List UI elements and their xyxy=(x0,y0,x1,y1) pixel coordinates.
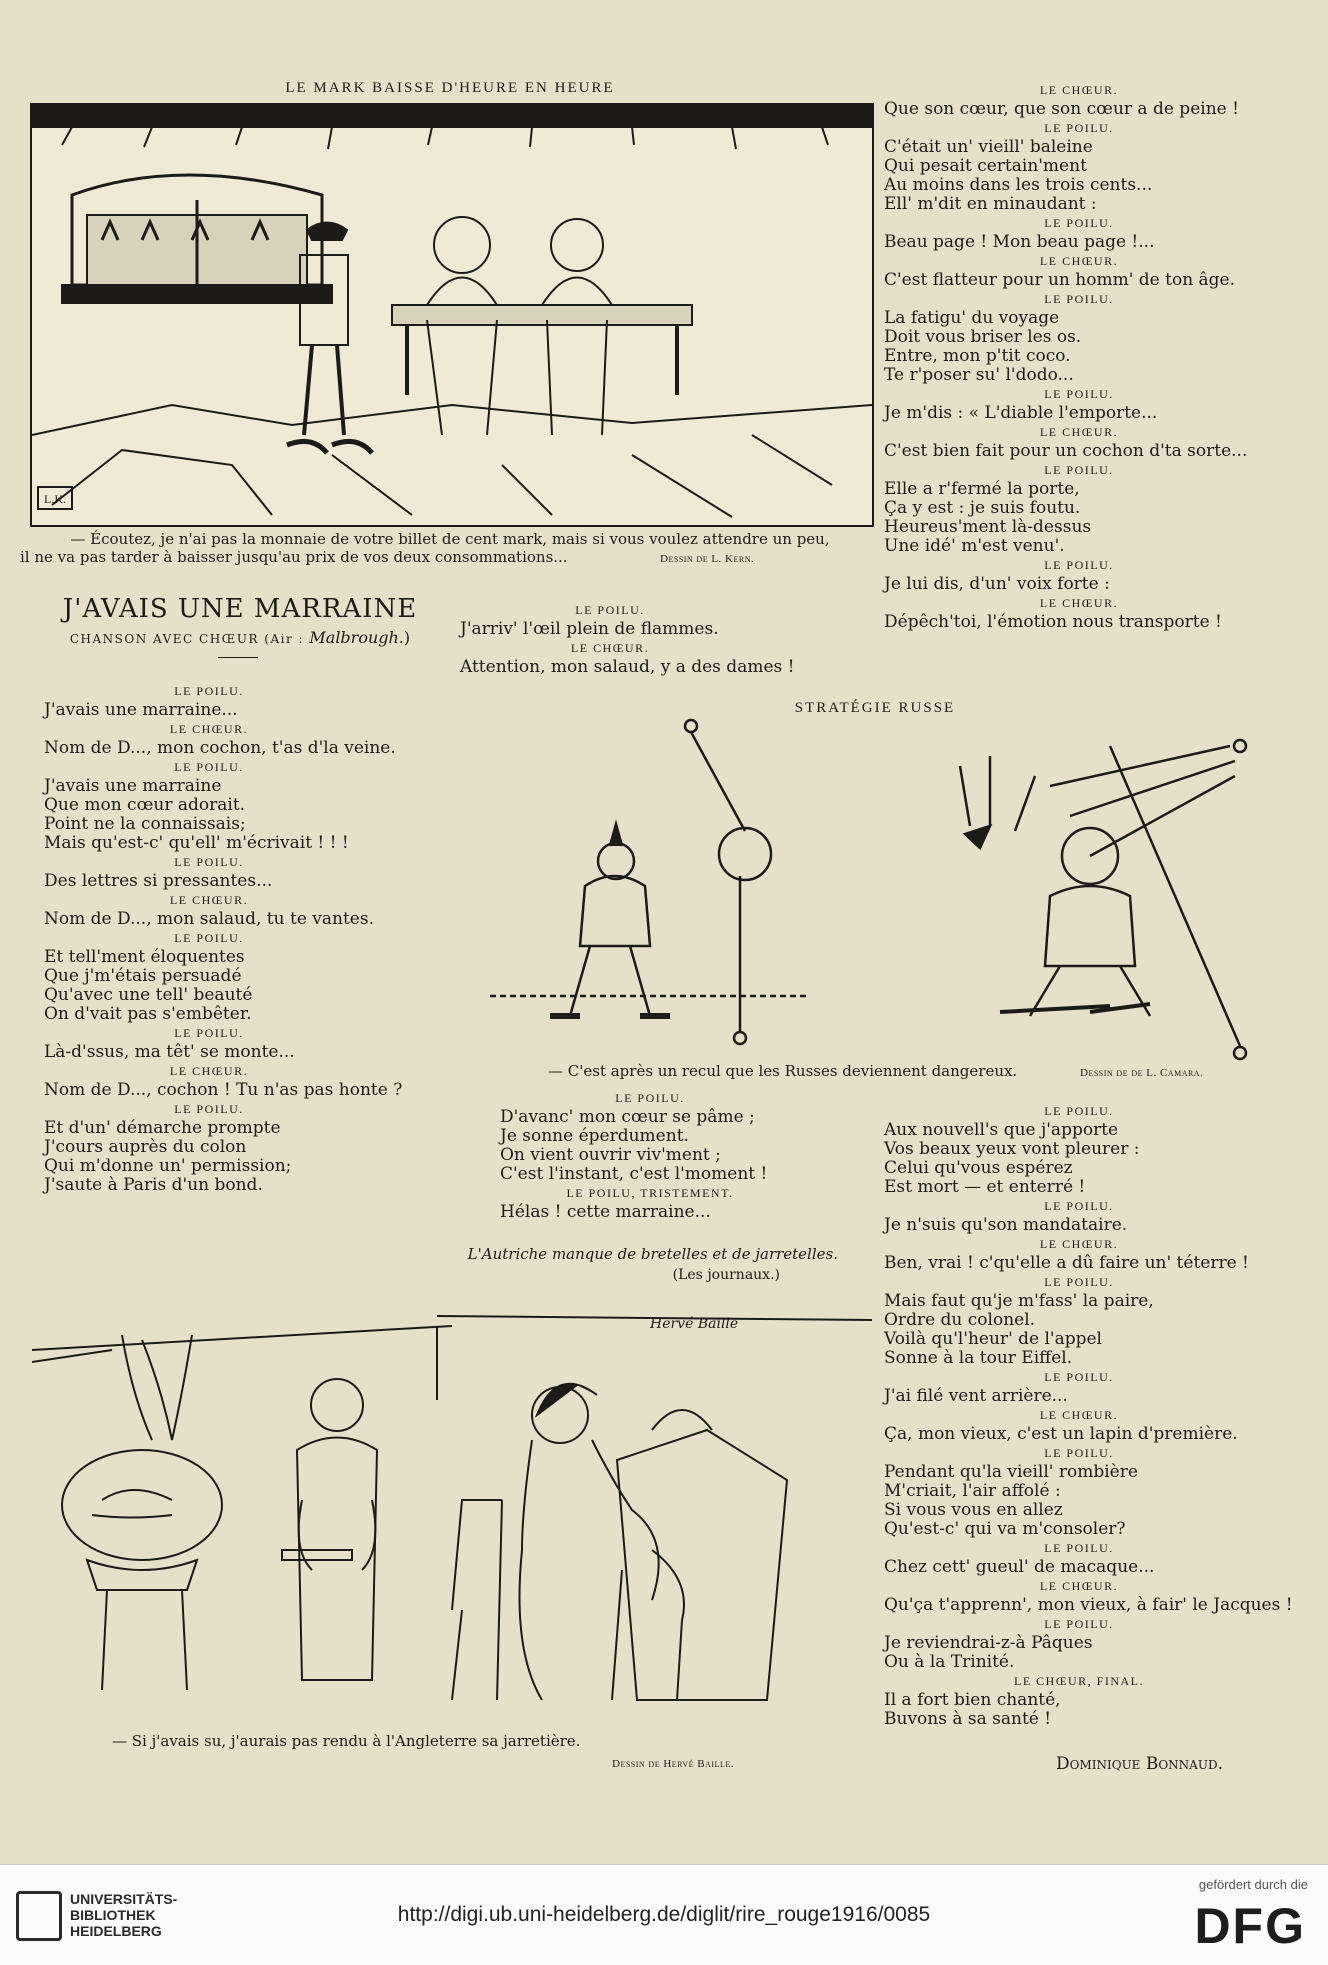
speaker-label: LE CHŒUR, FINAL. xyxy=(1013,1674,1144,1688)
verse-line: J'cours auprès du colon xyxy=(44,1137,247,1157)
verse-line: Qu'avec une tell' beauté xyxy=(44,985,253,1005)
speaker-label: LE POILU. xyxy=(174,855,244,869)
caption-jarretiere: — Si j'avais su, j'aurais pas rendu à l'Angleterre sa jarretière. xyxy=(112,1732,581,1750)
verse-line: Est mort — et enterré ! xyxy=(884,1177,1086,1197)
library-line-3: HEIDELBERG xyxy=(70,1923,162,1939)
verse-line: Vos beaux yeux vont pleurer : xyxy=(884,1139,1140,1159)
speaker-label: LE POILU. xyxy=(1044,216,1114,230)
verse-line: On d'vait pas s'embêter. xyxy=(44,1004,252,1024)
verse-line: Buvons à sa santé ! xyxy=(884,1709,1052,1729)
speaker-label: LE POILU. xyxy=(1044,387,1114,401)
speaker-label: LE POILU. xyxy=(1044,1275,1114,1289)
verse-line: D'avanc' mon cœur se pâme ; xyxy=(500,1107,755,1127)
verse-line: Beau page ! Mon beau page !... xyxy=(884,232,1155,252)
speaker-label: LE CHŒUR. xyxy=(570,641,650,655)
speaker-label: LE POILU. xyxy=(1044,558,1114,572)
speaker-label: LE POILU. xyxy=(174,760,244,774)
speaker-label: LE POILU. xyxy=(1044,1446,1114,1460)
illustration-title-strategie: STRATÉGIE RUSSE xyxy=(794,700,956,716)
verse-line: Il a fort bien chanté, xyxy=(884,1690,1061,1710)
speaker-label: LE POILU. xyxy=(1044,1617,1114,1631)
speaker-label: LE POILU. xyxy=(1044,121,1114,135)
speaker-label: LE POILU. xyxy=(1044,292,1114,306)
verse-line: Si vous vous en allez xyxy=(884,1500,1063,1520)
verse-line: Heureus'ment là-dessus xyxy=(884,517,1092,537)
speaker-label: LE POILU. xyxy=(174,684,244,698)
verse-line: Je n'suis qu'son mandataire. xyxy=(884,1215,1128,1235)
verse-line: Sonne à la tour Eiffel. xyxy=(884,1348,1073,1368)
signature-baille: Hervé Baille xyxy=(650,1316,739,1332)
illustration-title-mark: LE MARK BAISSE D'HEURE EN HEURE xyxy=(285,80,615,96)
verse-line: C'est bien fait pour un cochon d'ta sorte... xyxy=(884,441,1248,461)
song-right-bottom xyxy=(884,1102,1304,1729)
verse-line: Là-d'ssus, ma têt' se monte... xyxy=(44,1042,295,1062)
verse-line: Qu'ça t'apprenn', mon vieux, à fair' le Jacques ! xyxy=(884,1595,1293,1615)
verse-line: Chez cett' gueul' de macaque... xyxy=(884,1557,1155,1577)
strategy-drawing xyxy=(490,716,1270,1062)
verse-line: Je reviendrai-z-à Pâques xyxy=(884,1633,1093,1653)
speaker-label: LE POILU. xyxy=(1044,1370,1114,1384)
speaker-label: LE POILU. xyxy=(1044,1104,1114,1118)
verse-line: Qui m'donne un' permission; xyxy=(44,1156,292,1176)
verse-line: J'saute à Paris d'un bond. xyxy=(44,1175,263,1195)
library-line-2: BIBLIOTHEK xyxy=(70,1907,156,1923)
verse-line: Qu'est-c' qui va m'consoler? xyxy=(884,1519,1126,1539)
verse-line: Mais faut qu'je m'fass' la paire, xyxy=(884,1291,1154,1311)
speaker-label: LE POILU. xyxy=(1044,1541,1114,1555)
illustration-austria-garter xyxy=(32,1310,872,1710)
footer-bar xyxy=(0,1864,1328,1965)
funded-by-label: gefördert durch die xyxy=(1198,1877,1308,1892)
subtitle-chanson: CHANSON AVEC CHŒUR (Air : xyxy=(69,632,310,646)
song-right-top xyxy=(884,81,1304,632)
verse-line: Nom de D..., cochon ! Tu n'as pas honte ? xyxy=(44,1080,403,1100)
verse-line: Mais qu'est-c' qu'ell' m'écrivait ! ! ! xyxy=(44,833,349,853)
verse-line: J'ai filé vent arrière... xyxy=(884,1386,1068,1406)
song-title: J'AVAIS UNE MARRAINE xyxy=(62,594,418,624)
verse-line: Ell' m'dit en minaudant : xyxy=(884,194,1097,214)
verse-line: Je m'dis : « L'diable l'emporte... xyxy=(884,403,1158,423)
song-author: Dominique Bonnaud. xyxy=(1056,1754,1223,1774)
speaker-label: LE POILU. xyxy=(174,1102,244,1116)
library-line-1: UNIVERSITÄTS- xyxy=(70,1891,178,1907)
verse-line: Voilà qu'l'heur' de l'appel xyxy=(884,1329,1102,1349)
verse-line: Ou à la Trinité. xyxy=(884,1652,1015,1672)
verse-line: Qui pesait certain'ment xyxy=(884,156,1087,176)
verse-line: Elle a r'fermé la porte, xyxy=(884,479,1080,499)
credit-baille: Dessin de Hervé Baille. xyxy=(612,1758,734,1770)
speaker-label: LE POILU. xyxy=(575,603,645,617)
verse-line: Point ne la connaissais; xyxy=(44,814,246,834)
cafe-drawing xyxy=(32,105,872,525)
verse-line: Hélas ! cette marraine... xyxy=(500,1202,711,1222)
verse-line: Des lettres si pressantes... xyxy=(44,871,273,891)
verse-line: Une idé' m'est venu'. xyxy=(884,536,1065,556)
verse-line: C'est flatteur pour un homm' de ton âge. xyxy=(884,270,1236,290)
verse-line: Ordre du colonel. xyxy=(884,1310,1036,1330)
speaker-label: LE CHŒUR. xyxy=(169,722,249,736)
speaker-label: LE CHŒUR. xyxy=(1039,1237,1119,1251)
speaker-label: LE POILU. xyxy=(174,1026,244,1040)
source-url[interactable]: http://digi.ub.uni-heidelberg.de/diglit/rire_rouge1916/0085 xyxy=(397,1903,931,1926)
song-middle-bottom xyxy=(500,1089,880,1222)
source-journaux: (Les journaux.) xyxy=(672,1267,780,1283)
speaker-label: LE CHŒUR. xyxy=(1039,254,1119,268)
verse-line: Aux nouvell's que j'apporte xyxy=(884,1120,1119,1140)
verse-line: Attention, mon salaud, y a des dames ! xyxy=(460,657,795,677)
verse-line: Nom de D..., mon salaud, tu te vantes. xyxy=(44,909,374,929)
subtitle-close: ) xyxy=(403,628,411,647)
verse-line: Ben, vrai ! c'qu'elle a dû faire un' téterre ! xyxy=(884,1253,1249,1273)
heading-autriche: L'Autriche manque de bretelles et de jarretelles. xyxy=(467,1245,838,1263)
verse-line: J'avais une marraine xyxy=(44,776,222,796)
credit-kern: Dessin de L. Kern. xyxy=(660,553,755,565)
verse-line: Je lui dis, d'un' voix forte : xyxy=(884,574,1110,594)
verse-line: Je sonne éperdument. xyxy=(500,1126,689,1146)
dfg-logo: DFG xyxy=(1194,1898,1306,1954)
speaker-label: LE CHŒUR. xyxy=(1039,1579,1119,1593)
verse-line: J'avais une marraine... xyxy=(44,700,238,720)
speaker-label: LE POILU. xyxy=(1044,463,1114,477)
caption-cafe-line1: — Écoutez, je n'ai pas la monnaie de votre billet de cent mark, mais si vous voulez attendre un peu, xyxy=(70,530,830,548)
verse-line: Pendant qu'la vieill' rombière xyxy=(884,1462,1138,1482)
verse-line: Que mon cœur adorait. xyxy=(44,795,246,815)
verse-line: Doit vous briser les os. xyxy=(884,327,1082,347)
speaker-label: LE POILU. xyxy=(1044,1199,1114,1213)
speaker-label: LE POILU. xyxy=(174,931,244,945)
speaker-label: LE CHŒUR. xyxy=(169,893,249,907)
speaker-label: LE CHŒUR. xyxy=(1039,425,1119,439)
subtitle-air: Malbrough. xyxy=(309,628,404,647)
verse-line: M'criait, l'air affolé : xyxy=(884,1481,1061,1501)
song-left-column xyxy=(44,682,464,1195)
verse-line: Au moins dans les trois cents... xyxy=(884,175,1153,195)
verse-line: La fatigu' du voyage xyxy=(884,308,1060,328)
verse-line: Entre, mon p'tit coco. xyxy=(884,346,1071,366)
song-middle-top xyxy=(460,601,860,677)
verse-line: Ça, mon vieux, c'est un lapin d'première. xyxy=(884,1424,1238,1444)
verse-line: Celui qu'vous espérez xyxy=(884,1158,1073,1178)
verse-line: Que son cœur, que son cœur a de peine ! xyxy=(884,99,1239,119)
caption-strategie: — C'est après un recul que les Russes deviennent dangereux. xyxy=(548,1062,1018,1080)
verse-line: Nom de D..., mon cochon, t'as d'la veine. xyxy=(44,738,396,758)
song-subtitle xyxy=(40,628,440,647)
verse-line: Et d'un' démarche prompte xyxy=(44,1118,281,1138)
verse-line: Ça y est : je suis foutu. xyxy=(884,498,1081,518)
verse-line: J'arriv' l'œil plein de flammes. xyxy=(460,619,719,639)
speaker-label: LE POILU. xyxy=(615,1091,685,1105)
illustration-russian-strategy xyxy=(490,716,1270,1062)
verse-line: Et tell'ment éloquentes xyxy=(44,947,245,967)
garter-drawing xyxy=(32,1310,872,1710)
title-divider xyxy=(218,657,258,658)
illustration-cafe-scene xyxy=(30,103,874,527)
verse-line: C'est l'instant, c'est l'moment ! xyxy=(500,1164,768,1184)
speaker-label: LE CHŒUR. xyxy=(1039,596,1119,610)
speaker-label: LE CHŒUR. xyxy=(1039,83,1119,97)
verse-line: Que j'm'étais persuadé xyxy=(44,966,242,986)
monogram-lk: L.K. xyxy=(44,492,66,506)
verse-line: Dépêch'toi, l'émotion nous transporte ! xyxy=(884,612,1222,632)
caption-cafe-line2: il ne va pas tarder à baisser jusqu'au prix de vos deux consommations... xyxy=(20,548,568,566)
verse-line: C'était un' vieill' baleine xyxy=(884,137,1093,157)
speaker-label: LE CHŒUR. xyxy=(1039,1408,1119,1422)
verse-line: On vient ouvrir viv'ment ; xyxy=(500,1145,721,1165)
credit-camara: Dessin de de L. Camara. xyxy=(1080,1067,1204,1079)
speaker-label: LE CHŒUR. xyxy=(169,1064,249,1078)
speaker-label: LE POILU, TRISTEMENT. xyxy=(566,1186,734,1200)
verse-line: Te r'poser su' l'dodo... xyxy=(884,365,1074,385)
